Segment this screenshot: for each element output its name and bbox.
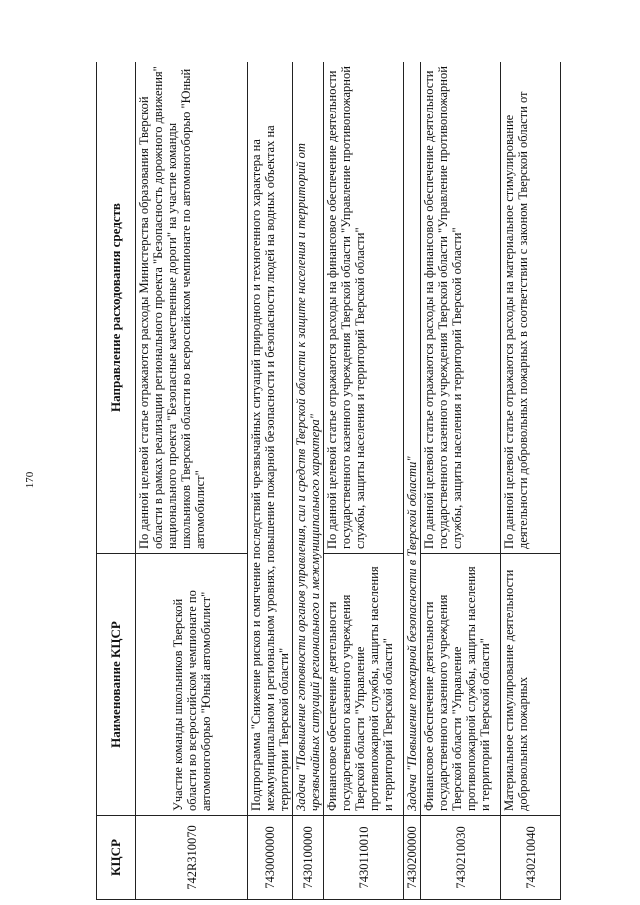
kcsr-table — [96, 62, 561, 900]
header-code: КЦСР — [97, 816, 136, 900]
row-direction: По данной целевой статье отражаются расходы Министерства образования Тверской области в рамках реализации регионального проекта "Безопасность дорожного движения" национального проекта "Безопасные качественные дороги" на участие команды школьников Тверской области во всероссийском чемпионате по автомоногоборью "Юный автомобилист" — [136, 62, 248, 554]
table-row — [421, 62, 501, 900]
table-row — [324, 62, 404, 900]
table-row-task — [404, 62, 421, 900]
table-row-task — [293, 62, 324, 900]
row-name: Материальное стимулирование деятельности добровольных пожарных — [501, 554, 561, 816]
table-row — [501, 62, 561, 900]
header-name: Наименование КЦСР — [97, 554, 136, 816]
row-code: 7430100000 — [293, 816, 324, 900]
page-number: 170 — [24, 471, 36, 489]
row-code: 7430210040 — [501, 816, 561, 900]
row-name: Финансовое обеспечение деятельности государственного казенного учреждения Тверской области "Управление противопожарной службы, защиты населения и территорий Тверской области" — [421, 554, 501, 816]
row-code: 7430000000 — [248, 816, 293, 900]
row-direction: По данной целевой статье отражаются расходы на финансовое обеспечение деятельности государственного казенного учреждения Тверской области "Управление противопожарной службы, защиты населения и территорий Тверской области" — [324, 62, 404, 554]
rotated-table-container — [96, 62, 578, 900]
row-code: 742R310070 — [136, 816, 248, 900]
table-row-subprogram — [248, 62, 293, 900]
row-code: 7430110010 — [324, 816, 404, 900]
row-code: 7430210030 — [421, 816, 501, 900]
table-header-row — [97, 62, 136, 900]
row-direction: По данной целевой статье отражаются расходы на материальное стимулирование деятельности добровольных пожарных в соответствии с законом Тверской области от — [501, 62, 561, 554]
header-direction: Направление расходования средств — [97, 62, 136, 554]
row-code: 7430200000 — [404, 816, 421, 900]
row-name: Участие команды школьников Тверской области во всероссийском чемпионате по автомоногоборью "Юный автомобилист" — [136, 554, 248, 816]
row-name: Финансовое обеспечение деятельности государственного казенного учреждения Тверской области "Управление противопожарной службы, защиты населения и территорий Тверской области" — [324, 554, 404, 816]
table-frame — [96, 62, 578, 900]
row-direction: По данной целевой статье отражаются расходы на финансовое обеспечение деятельности государственного казенного учреждения Тверской области "Управление противопожарной службы, защиты населения и территорий Тверской области" — [421, 62, 501, 554]
task-text: Задача "Повышение готовности органов управления, сил и средств Тверской области к защите населения и территорий от чрезвычайных ситуаций регионального и межмуниципального характера" — [293, 62, 324, 816]
table-row — [136, 62, 248, 900]
task-text: Задача "Повышение пожарной безопасности в Тверской области" — [404, 62, 421, 816]
subprogram-text: Подпрограмма "Снижение рисков и смягчение последствий чрезвычайных ситуаций природного и техногенного характера на межмуниципальном и региональном уровнях, повышение пожарной безопасности и безопасности людей на водных объектах на территории Тверской области" — [248, 62, 293, 816]
